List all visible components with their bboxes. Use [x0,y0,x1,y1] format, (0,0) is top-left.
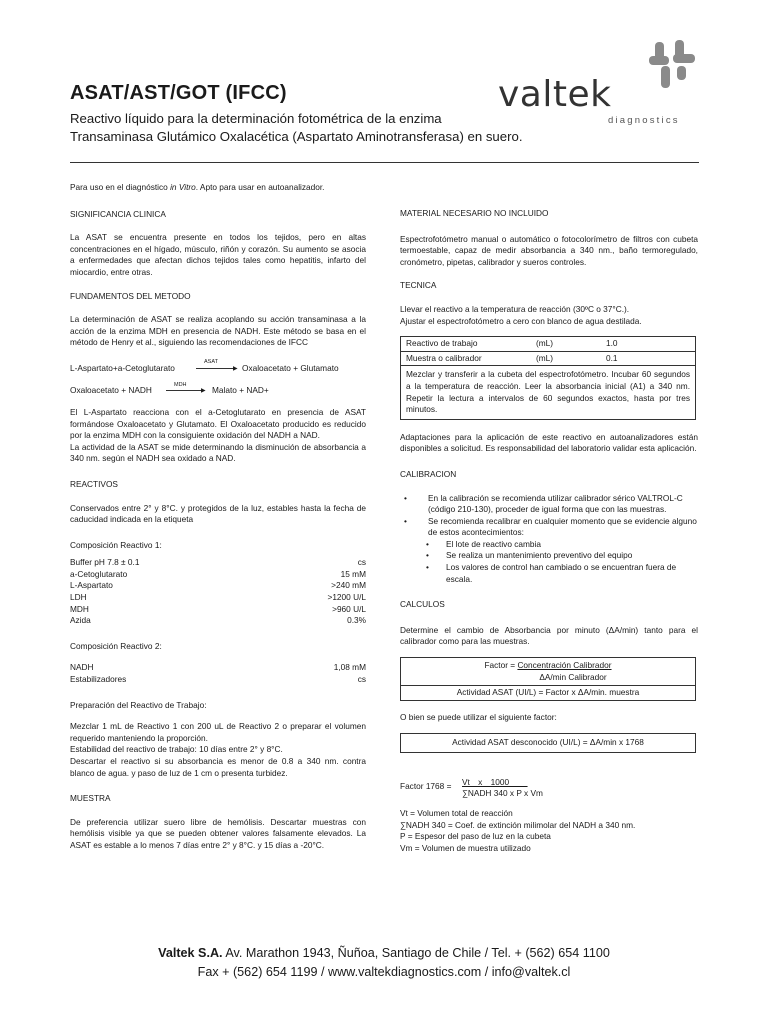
subtitle-line-2: Transaminasa Glutámico Oxalacética (Aspartato Aminotransferasa) en suero. [70,129,523,144]
tecnica-text-2: Ajustar el espectrofotómetro a cero con blanco de agua destilada. [400,315,642,326]
heading-calibracion: CALIBRACION [400,468,457,479]
list-item: Estabilizadores cs [70,674,366,685]
reactivos-text: Conservados entre 2° y 8°C. y protegidos de la luz, estables hasta la fecha de caducidad indicada en la etiqueta [70,502,366,525]
heading-reactivos: REACTIVOS [70,478,118,489]
calibracion-list [400,493,698,586]
footer-address: Av. Marathon 1943, Ñuñoa, Santiago de Chile / Tel. + (562) 654 1100 [222,946,610,960]
heading-tecnica: TECNICA [400,280,437,291]
list-item: a-Cetoglutarato 15 mM [70,568,366,579]
significancia-text: La ASAT se encuentra presente en todos los tejidos, pero en altas concentraciones en el hígado, músculo, riñón y corazón. Su aumento se asocia a enfermedades que afectan dichos tejidos tales como hepatitis, infarto del miocardio, entre otras. [70,232,366,277]
factor-alt-formula: Actividad ASAT desconocido (UI/L) = ΔA/min x 1768 [401,734,696,753]
list-item: • Los valores de control han cambiado o se encuentran fuera de escala. [400,562,698,585]
heading-fundamentos: FUNDAMENTOS DEL METODO [70,290,191,301]
list-item: • Se recomienda recalibrar en cualquier momento que se evidencie alguno de estos acontecimientos: [400,516,698,539]
intro-text: Para uso en el diagnóstico in Vitro. Apto para usar en autoanalizador. [70,182,325,192]
reaction-2-enzyme: MDH [174,381,187,388]
fundamentos-text-2: El L-Aspartato reacciona con el a-Cetoglutarato en presencia de ASAT formándose Oxaloacetato y Glutamato. El Oxaloacetato producido es reducido por la enzima MDH con la consiguiente oxidación del NADH a NAD. [70,406,366,441]
reaction-1-right: Oxaloacetato + Glutamato [242,362,339,373]
factor-label: Factor = [484,660,516,671]
factor-1768-denominator: ∑NADH 340 x P x Vm [462,788,543,798]
fundamentos-text: La determinación de ASAT se realiza acoplando su acción transaminasa a la acción de la enzima MDH en presencia de NADH. Este método se basa en el método de Henry et al., siguiendo las recomendaciones de IFCC [70,314,366,348]
definition-item: P = Espesor del paso de luz en la cubeta [400,831,551,842]
adaptaciones-text: Adaptaciones para la aplicación de este reactivo en autoanalizadores están disponibles a solicitud. Es responsabilidad del laboratorio validar esta aplicación. [400,431,698,454]
header-divider [70,162,699,163]
muestra-text: De preferencia utilizar suero libre de hemólisis. Descartar muestras con hemólisis visible ya que se pueden obtener valores falsamente elevados. La ASAT es estable a lo menos 7 días entre 2° y 8°C. y 15 días a -20°C. [70,816,366,850]
list-item: NADH 1,08 mM [70,662,366,673]
reactions [70,357,366,403]
list-item: • El lote de reactivo cambia [400,539,698,551]
composicion-1-list [70,557,366,627]
reaction-1-enzyme: ASAT [204,358,218,365]
table-row: Reactivo de trabajo (mL) 1.0 [401,337,696,352]
list-item: LDH >1200 U/L [70,592,366,603]
definition-item: ∑NADH 340 = Coef. de extinción milimolar del NADH a 340 nm. [400,819,636,830]
reaction-1-left: L-Aspartato+a-Cetoglutarato [70,362,175,373]
valtek-logo-mark-icon [645,36,705,94]
logo-wordmark: valtek [498,74,612,115]
factor-1768-numerator: Vt x 1000____ [462,777,528,787]
document-title: ASAT/AST/GOT (IFCC) [70,82,287,104]
factor-activity: Actividad ASAT (UI/L) = Factor x ΔA/min. muestra [401,686,696,701]
footer-line-2: Fax + (562) 654 1199 / www.valtekdiagnostics.com / info@valtek.cl [197,965,571,979]
table-row [401,686,696,701]
list-item: Azida 0.3% [70,615,366,626]
document-subtitle [70,110,540,146]
list-item: • Se realiza un mantenimiento preventivo del equipo [400,550,698,562]
tecnica-text-1: Llevar el reactivo a la temperatura de reacción (30ºC o 37°C.). [400,303,630,314]
right-column [400,208,698,854]
table-row [401,366,696,419]
heading-significancia: SIGNIFICANCIA CLINICA [70,208,166,219]
logo-tagline: diagnostics [608,115,680,126]
definitions [400,808,698,854]
reaction-1-arrow-icon [196,368,236,369]
factor-alt-box [400,733,696,753]
left-column [70,182,366,852]
factor-alt-text: O bien se puede utilizar el siguiente factor: [400,711,557,722]
preparacion-text-2: Estabilidad del reactivo de trabajo: 10 días entre 2° y 8°C. [70,744,283,755]
material-text: Espectrofotómetro manual o automático o fotocolorímetro de filtros con cubeta termoestable, capaz de medir absorbancia a 340 nm., baño termoregulado, cronómetro, pipetas, calibrador y sueros controles. [400,233,698,267]
reaction-2-right: Malato + NAD+ [212,384,269,395]
factor-1768-label: Factor 1768 = [400,781,452,791]
factor-numerator: Concentración Calibrador [517,660,612,671]
factor-box [400,657,696,701]
table-row: Muestra o calibrador (mL) 0.1 [401,351,696,366]
factor-denominator: ΔA/min Calibrador [539,671,607,682]
calculos-text: Determine el cambio de Absorbancia por minuto (ΔA/min) tanto para el calibrador como para las muestras. [400,624,698,647]
list-item: MDH >960 U/L [70,603,366,614]
list-item: • En la calibración se recomienda utilizar calibrador sérico VALTROL-C (código 210-130), proceder de igual forma que con las muestras. [400,493,698,516]
heading-material: MATERIAL NECESARIO NO INCLUIDO [400,208,549,218]
arrow-head-icon: ▶ [233,365,238,372]
heading-calculos: CALCULOS [400,599,445,610]
reaction-2-arrow-icon [166,390,204,391]
heading-composicion-1: Composición Reactivo 1: [70,539,162,550]
heading-preparacion: Preparación del Reactivo de Trabajo: [70,699,207,710]
arrow-head-icon: ▶ [201,387,206,394]
tecnica-table [400,336,696,420]
footer-line-1 [0,946,768,960]
heading-composicion-2: Composición Reactivo 2: [70,640,162,651]
reaction-2-left: Oxaloacetato + NADH [70,384,152,395]
factor-1768-formula [400,777,698,807]
fundamentos-text-3: La actividad de la ASAT se mide determinando la disminución de absorbancia a 340 nm. según el NADH sea oxidado a NAD. [70,441,366,464]
preparacion-text-3: Descartar el reactivo si su absorbancia es menor de 0.8 a 340 nm. contra blanco de agua. y paso de luz de 1 cm o presenta turbidez. [70,756,366,778]
preparacion-text-1: Mezclar 1 mL de Reactivo 1 con 200 uL de Reactivo 2 o preparar el volumen requerido manteniendo la proporción. [70,721,366,743]
heading-muestra: MUESTRA [70,793,111,804]
list-item: Buffer pH 7.8 ± 0.1 cs [70,557,366,568]
table-row [401,734,696,753]
tecnica-box-text: Mezclar y transferir a la cubeta del espectrofotómetro. Incubar 60 segundos a la temperatura de reacción. Leer la absorbancia inicial (A1) a 340 nm. Repetir la lectura a intervalos de 60 segundos exactos, hasta por tres minutos. [401,366,696,419]
subtitle-line-1: Reactivo líquido para la determinación fotométrica de la enzima [70,111,442,126]
list-item: L-Aspartato >240 mM [70,580,366,591]
footer-company: Valtek S.A. [158,946,223,960]
table-row [401,658,696,686]
composicion-2-list [70,662,366,685]
definition-item: Vm = Volumen de muestra utilizado [400,842,531,853]
definition-item: Vt = Volumen total de reacción [400,808,513,818]
